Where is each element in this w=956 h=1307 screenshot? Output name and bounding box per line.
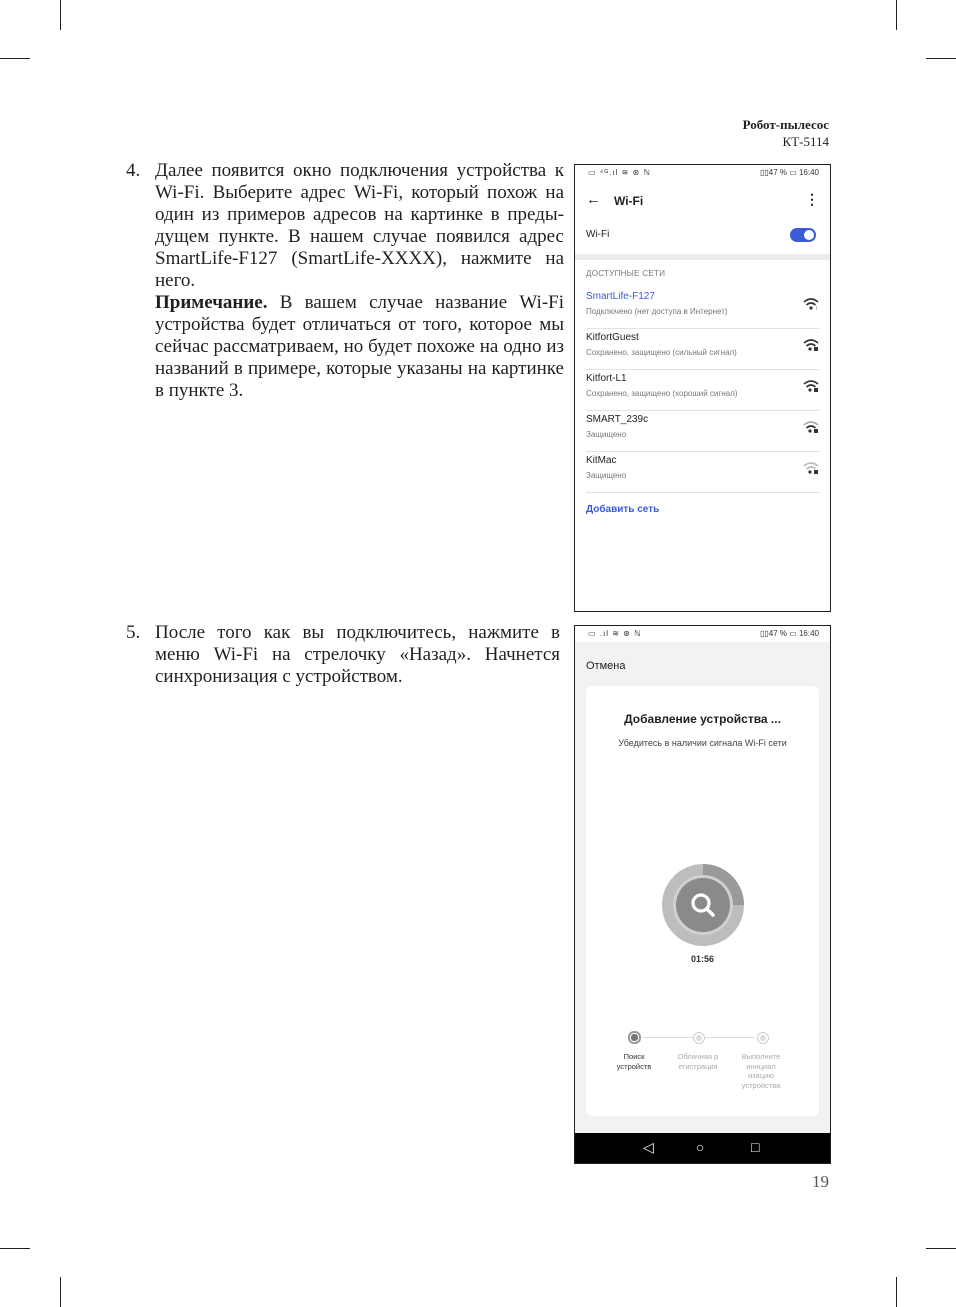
network-item[interactable]	[586, 328, 819, 370]
search-progress-ring	[661, 863, 745, 947]
wifi-lock-icon	[803, 461, 819, 475]
step-number: 4.	[126, 160, 141, 181]
add-network-link[interactable]: Добавить сеть	[586, 504, 660, 515]
wifi-lock-icon	[803, 379, 819, 393]
toggle-knob	[804, 230, 814, 240]
network-status: Сохранено, защищено (сильный сигнал)	[586, 348, 737, 357]
crop-mark	[0, 1248, 30, 1249]
status-bar	[575, 165, 830, 181]
network-status: Подключено (нет доступа в Интернет)	[586, 307, 728, 316]
crop-mark	[0, 58, 30, 59]
crop-mark	[896, 1277, 897, 1307]
more-menu-icon[interactable]: ⋮	[805, 191, 819, 207]
step-indicator	[693, 1032, 705, 1044]
step-indicator	[628, 1031, 641, 1044]
nav-recent-icon[interactable]: □	[751, 1139, 760, 1155]
step-label: Выполните инициал изацию устройства	[741, 1052, 781, 1090]
nav-back-icon[interactable]: ◁	[643, 1139, 654, 1155]
network-status: Сохранено, защищено (хороший сигнал)	[586, 389, 738, 398]
status-battery-time: ▯▯47 % ▭ 16:40	[759, 629, 819, 638]
step-paragraph: После того как вы подключитесь, нажмите в меню Wi-Fi на стрелочку «Назад». Начнется синхронизация с устройством.	[155, 622, 560, 687]
adding-device-screenshot	[574, 625, 831, 1164]
step-label: Облачная р егистрация	[677, 1052, 719, 1071]
step-indicator	[757, 1032, 769, 1044]
page-number: 19	[812, 1172, 829, 1191]
step-4	[126, 160, 564, 410]
step-5	[126, 622, 560, 702]
step-indicator-fill	[696, 1035, 702, 1041]
running-header	[743, 116, 829, 150]
countdown-timer: 01:56	[690, 954, 715, 964]
card-title: Добавление устройства ...	[624, 712, 781, 726]
step-text	[155, 160, 564, 402]
cancel-button[interactable]: Отмена	[586, 660, 626, 672]
note-text: В вашем случае название Wi-Fi устройства будет отличаться от того, которое мы сейчас рассматриваем, но будет похоже на одно из названий в примере, которые указаны на картинке в пункте 3.	[155, 292, 564, 401]
network-status: Защищено	[586, 430, 627, 439]
network-name: SMART_239c	[586, 414, 649, 425]
model-number: КТ-5114	[782, 134, 829, 149]
crop-mark	[896, 0, 897, 30]
status-battery-time: ▯▯47 % ▭ 16:40	[759, 168, 819, 177]
wifi-lock-icon	[803, 420, 819, 434]
step-number: 5.	[126, 622, 141, 643]
step-label: Поиск устройств	[616, 1052, 652, 1071]
progress-card	[586, 686, 819, 1116]
divider	[575, 254, 830, 260]
network-item[interactable]	[586, 287, 819, 329]
crop-mark	[60, 0, 61, 30]
product-name: Робот-пылесос	[742, 117, 829, 132]
back-arrow-icon[interactable]: ←	[586, 191, 601, 208]
crop-mark	[60, 1277, 61, 1307]
status-bar	[575, 626, 830, 642]
step-text	[155, 622, 560, 688]
crop-mark	[926, 58, 956, 59]
network-name: KitMac	[586, 455, 617, 466]
wifi-signal-icon	[803, 297, 819, 311]
step-paragraph: Далее появится окно подключения устройства к Wi-Fi. Выберите адрес Wi-Fi, который похож на один из примеров адресов на картинке в преды- дущем пункте. В нашем случае появился адрес SmartLife-F127 (SmartLife-XXXX), нажмите на него.	[155, 160, 564, 291]
network-item[interactable]	[586, 410, 819, 452]
step-indicator-fill	[760, 1035, 766, 1041]
network-status: Защищено	[586, 471, 627, 480]
status-icons: ▭ ⁴ᴳ.ıl ≋ ⊛ ℕ	[588, 168, 651, 177]
crop-mark	[926, 1248, 956, 1249]
wifi-toggle-label: Wi-Fi	[586, 229, 610, 240]
wifi-toggle[interactable]	[790, 228, 816, 242]
network-name: SmartLife-F127	[586, 291, 655, 302]
network-name: Kitfort-L1	[586, 373, 627, 384]
network-item[interactable]	[586, 451, 819, 493]
status-icons: ▭ .ıl ≋ ⊛ ℕ	[588, 629, 642, 638]
card-subtitle: Убедитесь в наличии сигнала Wi-Fi сети	[618, 738, 787, 748]
network-item[interactable]	[586, 369, 819, 411]
wifi-lock-icon	[803, 338, 819, 352]
available-networks-header: ДОСТУПНЫЕ СЕТИ	[586, 269, 666, 278]
note-paragraph	[155, 292, 564, 402]
step-indicator-fill	[631, 1034, 638, 1041]
svg-text:!: !	[815, 306, 817, 311]
progress-steps	[604, 1031, 801, 1111]
android-nav-bar	[575, 1133, 830, 1163]
wifi-screenshot	[574, 164, 831, 612]
network-name: KitfortGuest	[586, 332, 639, 343]
screen-title: Wi-Fi	[614, 194, 644, 208]
nav-home-icon[interactable]: ○	[696, 1139, 705, 1155]
note-label: Примечание.	[155, 292, 268, 313]
